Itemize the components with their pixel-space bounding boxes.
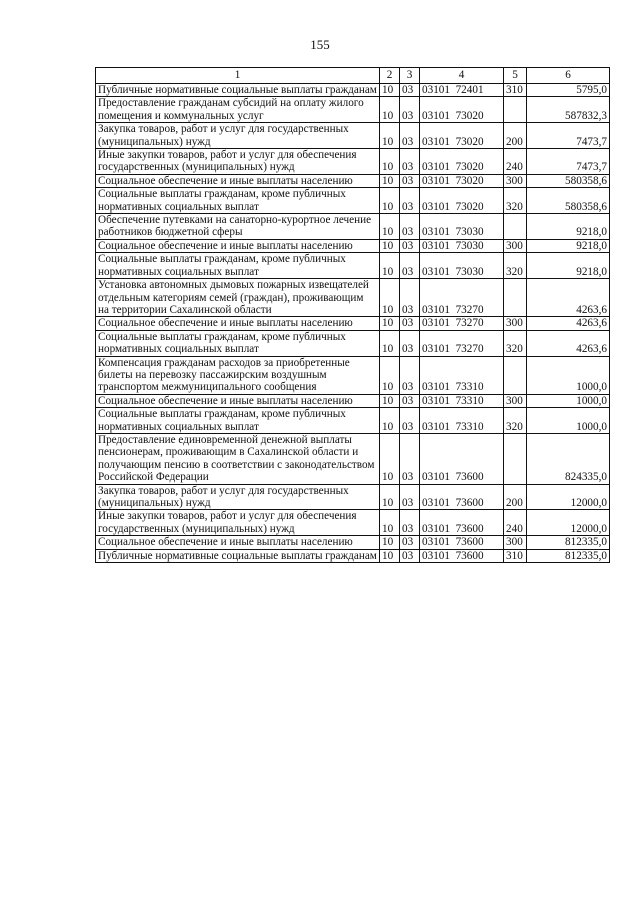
section-cell: 10: [380, 408, 400, 434]
target-article-cell: 03101 73600: [420, 549, 504, 562]
row-name-cell: Социальные выплаты гражданам, кроме публичных нормативных социальных выплат: [96, 188, 380, 214]
row-name-cell: Иные закупки товаров, работ и услуг для обеспечения государственных (муниципальных) нужд: [96, 149, 380, 175]
target-article-cell: 03101 72401: [420, 84, 504, 97]
row-name-cell: Социальные выплаты гражданам, кроме публичных нормативных социальных выплат: [96, 408, 380, 434]
budget-table: [95, 67, 610, 563]
row-name-cell: Предоставление единовременной денежной выплаты пенсионерам, проживающим в Сахалинской области и получающим пенсию в соответствии с законодательством Российской Федерации: [96, 433, 380, 484]
subsection-cell: 03: [400, 214, 420, 240]
amount-cell: 12000,0: [527, 510, 610, 536]
target-article-cell: 03101 73310: [420, 394, 504, 407]
amount-cell: 1000,0: [527, 356, 610, 394]
row-name-cell: Социальное обеспечение и иные выплаты населению: [96, 394, 380, 407]
section-cell: 10: [380, 149, 400, 175]
subsection-cell: 03: [400, 394, 420, 407]
section-cell: 10: [380, 356, 400, 394]
expense-type-cell: 300: [504, 536, 527, 549]
section-cell: 10: [380, 123, 400, 149]
subsection-cell: 03: [400, 549, 420, 562]
table-row: [96, 123, 610, 149]
table-row: [96, 356, 610, 394]
table-row: [96, 317, 610, 330]
table-row: [96, 510, 610, 536]
subsection-cell: 03: [400, 253, 420, 279]
expense-type-cell: [504, 433, 527, 484]
amount-cell: 1000,0: [527, 394, 610, 407]
expense-type-cell: 200: [504, 484, 527, 510]
amount-cell: 1000,0: [527, 408, 610, 434]
amount-cell: 587832,3: [527, 97, 610, 123]
subsection-cell: 03: [400, 97, 420, 123]
amount-cell: 9218,0: [527, 253, 610, 279]
section-cell: 10: [380, 394, 400, 407]
table-row: [96, 188, 610, 214]
expense-type-cell: 310: [504, 84, 527, 97]
section-cell: 10: [380, 536, 400, 549]
target-article-cell: 03101 73600: [420, 484, 504, 510]
expense-type-cell: 320: [504, 408, 527, 434]
subsection-cell: 03: [400, 174, 420, 187]
row-name-cell: Социальное обеспечение и иные выплаты населению: [96, 174, 380, 187]
header-cell: 2: [380, 68, 400, 84]
subsection-cell: 03: [400, 356, 420, 394]
row-name-cell: Закупка товаров, работ и услуг для государственных (муниципальных) нужд: [96, 484, 380, 510]
target-article-cell: 03101 73030: [420, 253, 504, 279]
amount-cell: 12000,0: [527, 484, 610, 510]
subsection-cell: 03: [400, 188, 420, 214]
expense-type-cell: 240: [504, 510, 527, 536]
header-cell: 1: [96, 68, 380, 84]
amount-cell: 4263,6: [527, 279, 610, 317]
target-article-cell: 03101 73310: [420, 356, 504, 394]
target-article-cell: 03101 73600: [420, 433, 504, 484]
row-name-cell: Компенсация гражданам расходов за приобретенные билеты на перевозку пассажирским воздушным транспортом межмуниципального сообщения: [96, 356, 380, 394]
subsection-cell: 03: [400, 239, 420, 252]
table-row: [96, 408, 610, 434]
amount-cell: 9218,0: [527, 214, 610, 240]
subsection-cell: 03: [400, 330, 420, 356]
target-article-cell: 03101 73270: [420, 279, 504, 317]
amount-cell: 580358,6: [527, 174, 610, 187]
row-name-cell: Публичные нормативные социальные выплаты гражданам: [96, 84, 380, 97]
expense-type-cell: [504, 279, 527, 317]
page-number: 155: [310, 37, 330, 52]
expense-type-cell: 300: [504, 394, 527, 407]
header-cell: 6: [527, 68, 610, 84]
table-row: [96, 149, 610, 175]
expense-type-cell: 300: [504, 174, 527, 187]
table-row: [96, 549, 610, 562]
amount-cell: 7473,7: [527, 123, 610, 149]
section-cell: 10: [380, 433, 400, 484]
target-article-cell: 03101 73600: [420, 536, 504, 549]
header-row: [96, 68, 610, 84]
row-name-cell: Социальное обеспечение и иные выплаты населению: [96, 317, 380, 330]
subsection-cell: 03: [400, 484, 420, 510]
expense-type-cell: [504, 214, 527, 240]
section-cell: 10: [380, 97, 400, 123]
target-article-cell: 03101 73020: [420, 149, 504, 175]
table-row: [96, 174, 610, 187]
table-row: [96, 239, 610, 252]
target-article-cell: 03101 73020: [420, 97, 504, 123]
expense-type-cell: [504, 356, 527, 394]
header-cell: 3: [400, 68, 420, 84]
row-name-cell: Обеспечение путевками на санаторно-курортное лечение работников бюджетной сферы: [96, 214, 380, 240]
table-row: [96, 394, 610, 407]
amount-cell: 4263,6: [527, 317, 610, 330]
table-row: [96, 433, 610, 484]
section-cell: 10: [380, 174, 400, 187]
target-article-cell: 03101 73020: [420, 174, 504, 187]
target-article-cell: 03101 73270: [420, 330, 504, 356]
table-row: [96, 330, 610, 356]
row-name-cell: Социальное обеспечение и иные выплаты населению: [96, 536, 380, 549]
expense-type-cell: 300: [504, 239, 527, 252]
header-cell: 5: [504, 68, 527, 84]
subsection-cell: 03: [400, 149, 420, 175]
section-cell: 10: [380, 214, 400, 240]
target-article-cell: 03101 73030: [420, 239, 504, 252]
row-name-cell: Установка автономных дымовых пожарных извещателей отдельным категориям семей (граждан), проживающим на территории Сахалинской области: [96, 279, 380, 317]
section-cell: 10: [380, 549, 400, 562]
amount-cell: 7473,7: [527, 149, 610, 175]
table-row: [96, 97, 610, 123]
row-name-cell: Предоставление гражданам субсидий на оплату жилого помещения и коммунальных услуг: [96, 97, 380, 123]
target-article-cell: 03101 73270: [420, 317, 504, 330]
table-row: [96, 84, 610, 97]
section-cell: 10: [380, 317, 400, 330]
amount-cell: 9218,0: [527, 239, 610, 252]
row-name-cell: Социальные выплаты гражданам, кроме публичных нормативных социальных выплат: [96, 330, 380, 356]
expense-type-cell: 320: [504, 253, 527, 279]
subsection-cell: 03: [400, 536, 420, 549]
amount-cell: 580358,6: [527, 188, 610, 214]
section-cell: 10: [380, 188, 400, 214]
expense-type-cell: [504, 97, 527, 123]
amount-cell: 4263,6: [527, 330, 610, 356]
table-row: [96, 253, 610, 279]
section-cell: 10: [380, 84, 400, 97]
section-cell: 10: [380, 279, 400, 317]
expense-type-cell: 200: [504, 123, 527, 149]
subsection-cell: 03: [400, 279, 420, 317]
expense-type-cell: 240: [504, 149, 527, 175]
table-row: [96, 214, 610, 240]
row-name-cell: Закупка товаров, работ и услуг для государственных (муниципальных) нужд: [96, 123, 380, 149]
expense-type-cell: 310: [504, 549, 527, 562]
row-name-cell: Иные закупки товаров, работ и услуг для обеспечения государственных (муниципальных) нужд: [96, 510, 380, 536]
subsection-cell: 03: [400, 317, 420, 330]
expense-type-cell: 320: [504, 330, 527, 356]
table-row: [96, 536, 610, 549]
target-article-cell: 03101 73310: [420, 408, 504, 434]
subsection-cell: 03: [400, 84, 420, 97]
section-cell: 10: [380, 239, 400, 252]
section-cell: 10: [380, 253, 400, 279]
subsection-cell: 03: [400, 433, 420, 484]
amount-cell: 824335,0: [527, 433, 610, 484]
section-cell: 10: [380, 510, 400, 536]
row-name-cell: Социальное обеспечение и иные выплаты населению: [96, 239, 380, 252]
row-name-cell: Публичные нормативные социальные выплаты гражданам: [96, 549, 380, 562]
section-cell: 10: [380, 484, 400, 510]
expense-type-cell: 300: [504, 317, 527, 330]
subsection-cell: 03: [400, 408, 420, 434]
subsection-cell: 03: [400, 123, 420, 149]
target-article-cell: 03101 73020: [420, 123, 504, 149]
target-article-cell: 03101 73600: [420, 510, 504, 536]
target-article-cell: 03101 73020: [420, 188, 504, 214]
amount-cell: 812335,0: [527, 536, 610, 549]
subsection-cell: 03: [400, 510, 420, 536]
table-row: [96, 279, 610, 317]
amount-cell: 812335,0: [527, 549, 610, 562]
target-article-cell: 03101 73030: [420, 214, 504, 240]
header-cell: 4: [420, 68, 504, 84]
section-cell: 10: [380, 330, 400, 356]
amount-cell: 5795,0: [527, 84, 610, 97]
row-name-cell: Социальные выплаты гражданам, кроме публичных нормативных социальных выплат: [96, 253, 380, 279]
table-row: [96, 484, 610, 510]
expense-type-cell: 320: [504, 188, 527, 214]
